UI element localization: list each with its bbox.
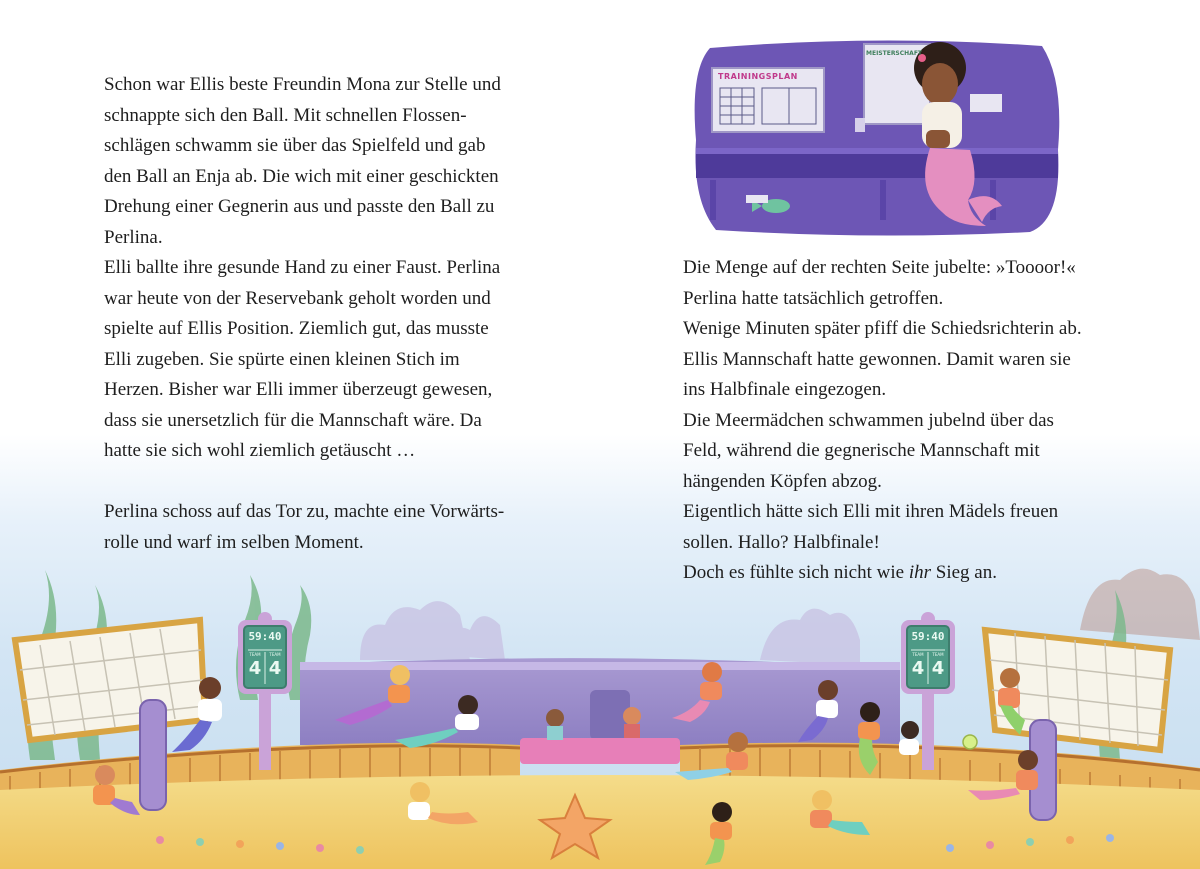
text-fragment: Sieg an. [931, 562, 997, 583]
text-line: Wenige Minuten später pfiff die Schiedsrichterin ab. [683, 318, 1082, 339]
text-line: sollen. Hallo? Halbfinale! [683, 531, 880, 553]
text-line: Elli zugeben. Sie spürte einen kleinen Stich im [104, 348, 460, 370]
scoreboard-right [899, 612, 957, 696]
scoreboard-post-right [922, 690, 934, 770]
text-line: Elli ballte ihre gesunde Hand zu einer Faust. Perlina [104, 257, 501, 278]
scoreboard-team-label-left: TEAM [249, 652, 261, 657]
text-line: Ellis Mannschaft hatte gewonnen. Damit waren sie [683, 348, 1071, 370]
text-line: rolle und warf im selben Moment. [104, 531, 364, 553]
text-line: Die Menge auf der rechten Seite jubelte: »Toooor!« [683, 257, 1076, 278]
text-line: Die Meermädchen schwammen jubelnd über das [683, 409, 1054, 431]
text-fragment: Doch es fühlte sich nicht wie [683, 562, 909, 583]
championship-label: MEISTERSCHAFT [866, 50, 923, 57]
text-line: war heute von der Reservebank geholt worden und [104, 287, 491, 309]
text-line: schlägen schwamm sie über das Spielfeld und gab [104, 135, 486, 156]
text-line: den Ball an Enja ab. Die wich mit einer geschickten [104, 165, 499, 187]
text-line: Herzen. Bisher war Elli immer überzeugt gewesen, [104, 379, 493, 400]
text-line: spielte auf Ellis Position. Ziemlich gut, das musste [104, 318, 489, 339]
scoreboard-team-label-left: TEAM [912, 652, 924, 657]
scoreboard-score-left: 4 [248, 658, 262, 679]
text-line: schnappte sich den Ball. Mit schnellen Flossen- [104, 104, 467, 126]
scoreboard-team-label-right: TEAM [932, 652, 944, 657]
text-line: hatte sie sich wohl ziemlich getäuscht … [104, 440, 416, 461]
scoreboard-post-left [259, 690, 271, 770]
scoreboard-time: 59:40 [911, 630, 945, 643]
text-line: Eigentlich hätte sich Elli mit ihren Mädels freuen [683, 501, 1059, 522]
text-line: Feld, während die gegnerische Mannschaft mit [683, 440, 1040, 461]
text-line: Schon war Ellis beste Freundin Mona zur Stelle und [104, 74, 501, 95]
text-line: Perlina schoss auf das Tor zu, machte eine Vorwärts- [104, 501, 505, 522]
training-plan-label: TRAININGSPLAN [718, 72, 798, 81]
scoreboard-score-right: 4 [931, 658, 945, 679]
left-page-text [104, 70, 534, 558]
text-line: Perlina hatte tatsächlich getroffen. [683, 287, 944, 309]
text-line-final [683, 558, 1113, 589]
scoreboard-score-right: 4 [268, 658, 282, 679]
emphasis-ihr: ihr [908, 562, 932, 583]
scoreboard-score-left: 4 [911, 658, 925, 679]
paragraph-break [104, 467, 534, 498]
right-page-text [683, 253, 1113, 589]
ball [963, 735, 977, 749]
scoreboard-team-label-right: TEAM [269, 652, 281, 657]
text-line: ins Halbfinale eingezogen. [683, 379, 887, 400]
locker-room-vignette [690, 40, 1062, 236]
scoreboard-time: 59:40 [248, 630, 282, 643]
scoreboard-left [236, 612, 294, 696]
text-line: hängenden Köpfen abzog. [683, 470, 882, 492]
text-line: Drehung einer Gegnerin aus und passte den Ball zu [104, 196, 495, 217]
text-line: dass sie unersetzlich für die Mannschaft wäre. Da [104, 409, 482, 431]
text-line: Perlina. [104, 226, 163, 248]
